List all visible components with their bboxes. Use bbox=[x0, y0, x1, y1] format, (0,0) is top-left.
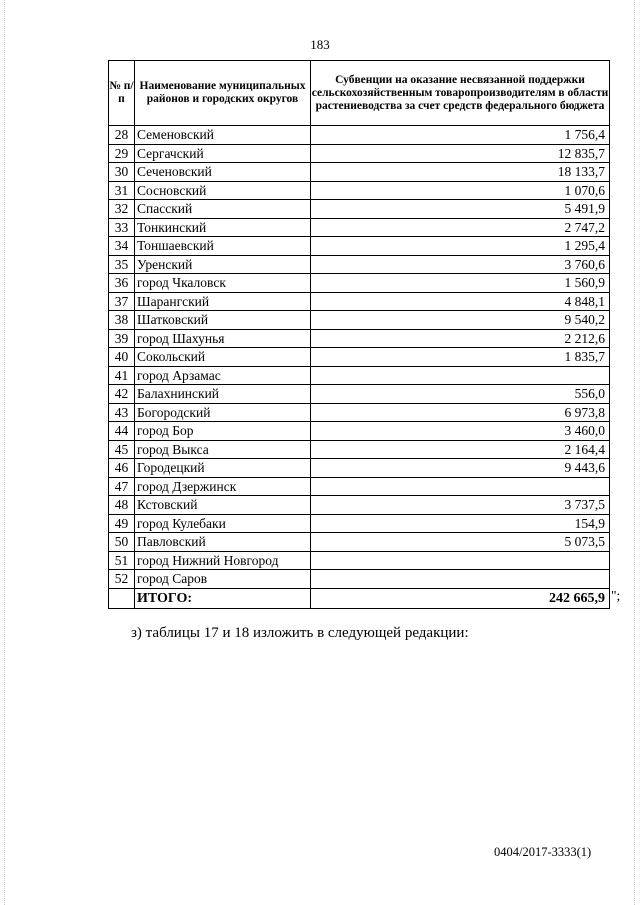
table-row bbox=[109, 477, 610, 496]
row-name: Тоншаевский bbox=[135, 237, 311, 256]
table-row bbox=[109, 163, 610, 182]
row-name: город Нижний Новгород bbox=[135, 551, 311, 570]
row-name: Тонкинский bbox=[135, 218, 311, 237]
row-name: Сергачский bbox=[135, 144, 311, 163]
row-value: 1 070,6 bbox=[311, 181, 610, 200]
table-row bbox=[109, 422, 610, 441]
table-row bbox=[109, 348, 610, 367]
row-number: 28 bbox=[109, 126, 135, 145]
row-name: Уренский bbox=[135, 255, 311, 274]
row-number: 45 bbox=[109, 440, 135, 459]
table-row bbox=[109, 403, 610, 422]
total-label: ИТОГО: bbox=[135, 588, 311, 608]
table-row bbox=[109, 126, 610, 145]
row-value: 3 460,0 bbox=[311, 422, 610, 441]
row-name: город Кулебаки bbox=[135, 514, 311, 533]
row-value: 2 747,2 bbox=[311, 218, 610, 237]
table-header-row bbox=[109, 61, 610, 126]
row-name: Городецкий bbox=[135, 459, 311, 478]
row-name: Сокольский bbox=[135, 348, 311, 367]
row-number: 38 bbox=[109, 311, 135, 330]
header-num: № п/п bbox=[109, 61, 135, 126]
table-row bbox=[109, 274, 610, 293]
row-value: 6 973,8 bbox=[311, 403, 610, 422]
row-value: 4 848,1 bbox=[311, 292, 610, 311]
row-value: 18 133,7 bbox=[311, 163, 610, 182]
row-number: 37 bbox=[109, 292, 135, 311]
row-number: 49 bbox=[109, 514, 135, 533]
table-row bbox=[109, 292, 610, 311]
row-name: Семеновский bbox=[135, 126, 311, 145]
table-row bbox=[109, 200, 610, 219]
table-row bbox=[109, 366, 610, 385]
row-value: 9 443,6 bbox=[311, 459, 610, 478]
table-row bbox=[109, 551, 610, 570]
row-value: 1 560,9 bbox=[311, 274, 610, 293]
table-row bbox=[109, 514, 610, 533]
table-row bbox=[109, 440, 610, 459]
row-name: город Арзамас bbox=[135, 366, 311, 385]
row-number: 52 bbox=[109, 570, 135, 589]
row-name: город Бор bbox=[135, 422, 311, 441]
row-name: Сосновский bbox=[135, 181, 311, 200]
row-name: город Дзержинск bbox=[135, 477, 311, 496]
row-name: город Шахунья bbox=[135, 329, 311, 348]
table-row bbox=[109, 218, 610, 237]
table-row bbox=[109, 459, 610, 478]
row-name: город Выкса bbox=[135, 440, 311, 459]
row-name: Павловский bbox=[135, 533, 311, 552]
row-number: 32 bbox=[109, 200, 135, 219]
row-name: Балахнинский bbox=[135, 385, 311, 404]
row-number: 39 bbox=[109, 329, 135, 348]
row-value: 1 756,4 bbox=[311, 126, 610, 145]
row-number: 30 bbox=[109, 163, 135, 182]
header-name: Наименование муниципальных районов и городских округов bbox=[135, 61, 311, 126]
row-value: 1 835,7 bbox=[311, 348, 610, 367]
row-number: 41 bbox=[109, 366, 135, 385]
row-number: 44 bbox=[109, 422, 135, 441]
row-number: 40 bbox=[109, 348, 135, 367]
row-value: 5 491,9 bbox=[311, 200, 610, 219]
row-value bbox=[311, 366, 610, 385]
header-value: Субвенции на оказание несвязанной поддержки сельскохозяйственным товаропроизводителям в области растениеводства за счет средств федерального бюджета bbox=[311, 61, 610, 126]
row-number: 43 bbox=[109, 403, 135, 422]
row-name: Богородский bbox=[135, 403, 311, 422]
row-name: Сеченовский bbox=[135, 163, 311, 182]
row-value: 1 295,4 bbox=[311, 237, 610, 256]
table-row bbox=[109, 570, 610, 589]
row-value: 3 737,5 bbox=[311, 496, 610, 515]
row-number: 35 bbox=[109, 255, 135, 274]
row-number: 34 bbox=[109, 237, 135, 256]
row-number: 48 bbox=[109, 496, 135, 515]
row-value: 2 164,4 bbox=[311, 440, 610, 459]
subsidy-table bbox=[108, 60, 610, 609]
scan-edge-left bbox=[4, 0, 6, 905]
row-name: город Чкаловск bbox=[135, 274, 311, 293]
row-number: 33 bbox=[109, 218, 135, 237]
row-number: 50 bbox=[109, 533, 135, 552]
row-name: Кстовский bbox=[135, 496, 311, 515]
row-name: город Саров bbox=[135, 570, 311, 589]
row-value: 3 760,6 bbox=[311, 255, 610, 274]
total-row bbox=[109, 588, 610, 608]
table-row bbox=[109, 181, 610, 200]
table-row bbox=[109, 237, 610, 256]
table-body bbox=[109, 126, 610, 589]
row-number: 29 bbox=[109, 144, 135, 163]
row-value bbox=[311, 551, 610, 570]
row-number: 46 bbox=[109, 459, 135, 478]
table-closing-quote: "; bbox=[611, 588, 621, 603]
row-number: 51 bbox=[109, 551, 135, 570]
row-value: 2 212,6 bbox=[311, 329, 610, 348]
row-value: 12 835,7 bbox=[311, 144, 610, 163]
row-number: 47 bbox=[109, 477, 135, 496]
row-number: 31 bbox=[109, 181, 135, 200]
total-value: 242 665,9 bbox=[311, 588, 610, 608]
table-row bbox=[109, 329, 610, 348]
row-value: 556,0 bbox=[311, 385, 610, 404]
row-name: Шарангский bbox=[135, 292, 311, 311]
row-name: Спасский bbox=[135, 200, 311, 219]
total-num-cell bbox=[109, 588, 135, 608]
row-number: 36 bbox=[109, 274, 135, 293]
instruction-text: з) таблицы 17 и 18 изложить в следующей редакции: bbox=[131, 625, 469, 641]
table-row bbox=[109, 385, 610, 404]
scan-edge-right bbox=[634, 0, 636, 905]
row-value: 154,9 bbox=[311, 514, 610, 533]
row-value bbox=[311, 477, 610, 496]
row-name: Шатковский bbox=[135, 311, 311, 330]
document-code: 0404/2017-3333(1) bbox=[494, 845, 592, 859]
table-row bbox=[109, 255, 610, 274]
table-row bbox=[109, 144, 610, 163]
row-value: 9 540,2 bbox=[311, 311, 610, 330]
table-row bbox=[109, 311, 610, 330]
table-row bbox=[109, 496, 610, 515]
row-number: 42 bbox=[109, 385, 135, 404]
table-row bbox=[109, 533, 610, 552]
row-value bbox=[311, 570, 610, 589]
row-value: 5 073,5 bbox=[311, 533, 610, 552]
page-number: 183 bbox=[310, 37, 330, 52]
